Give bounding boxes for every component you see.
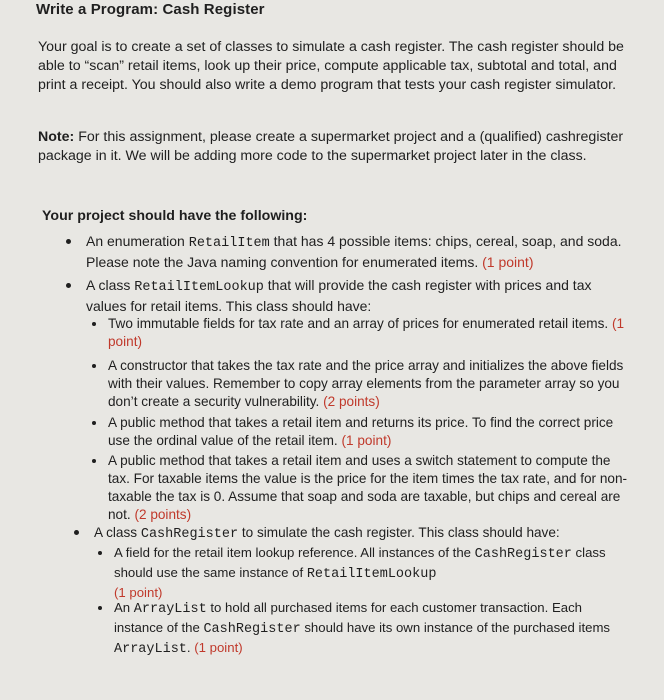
bullet-icon (74, 530, 79, 535)
item-text: A public method that takes a retail item and returns its price. To find the correct price use the ordinal value of the retail item. (108, 415, 614, 448)
sub-list-item (108, 452, 628, 524)
item-text: A class (86, 277, 135, 293)
item-text: A class (94, 525, 141, 540)
note-paragraph (38, 128, 642, 166)
page-title: Write a Program: Cash Register (36, 1, 265, 18)
item-text: to hold all purchased items for each customer transaction. Each instance of the (114, 600, 583, 635)
code-text: ArrayList (133, 602, 207, 617)
points-label: (2 points) (323, 394, 380, 409)
sub-bullet-icon (92, 322, 96, 326)
bullet-icon (66, 239, 71, 244)
item-text: An (114, 600, 134, 615)
sub-list-item (114, 599, 624, 658)
code-text: RetailItemLookup (134, 280, 264, 295)
points-label: (2 points) (134, 507, 192, 522)
sub-list-item (114, 544, 624, 601)
list-item (86, 276, 616, 316)
sub-bullet-icon (92, 364, 96, 368)
points-label: (1 point) (482, 254, 534, 271)
item-text: that has 4 possible items: chips, cereal, soap, and soda. Please note the Java naming convention for enumerated items. (86, 233, 622, 271)
note-text: For this assignment, please create a supermarket project and a (qualified) cashregister package in it. We will be adding more code to the supermarket project later in the class. (38, 129, 624, 164)
code-text: RetailItem (188, 236, 270, 251)
item-text: An enumeration (86, 233, 189, 249)
list-item (86, 232, 626, 272)
points-label: (1 point) (194, 639, 243, 655)
points-label: (1 point) (341, 433, 392, 448)
item-text: . (186, 639, 195, 655)
code-text: RetailItemLookup (306, 566, 437, 582)
intro-paragraph: Your goal is to create a set of classes to simulate a cash register. The cash register should be able to “scan” retail items, look up their price, compute applicable tax, subtotal and total, and print a receipt. You should also write a demo program that tests your cash register simulator. (38, 39, 624, 93)
list-item (94, 524, 614, 544)
note-label: Note: (38, 129, 75, 145)
item-text: should have its own instance of the purchased items (300, 619, 611, 635)
item-text: A field for the retail item lookup reference. All instances of the (114, 545, 475, 560)
sub-bullet-icon (92, 459, 96, 463)
item-text: Two immutable fields for tax rate and an array of prices for enumerated retail items. (108, 316, 612, 331)
item-text: that will provide the cash register with prices and tax values for retail items. This class should have: (86, 277, 592, 315)
item-text: A public method that takes a retail item and uses a switch statement to compute the tax. For taxable items the value is the price for the item times the tax rate, and for non-taxable the tax is 0. Assume that soap and soda are taxable, but chips and cereal are not. (108, 453, 628, 522)
item-text: to simulate the cash register. This class should have: (238, 525, 560, 540)
code-text: CashRegister (474, 547, 572, 562)
sub-list-item (108, 315, 628, 351)
points-label: (1 point) (108, 316, 625, 349)
bullet-icon (66, 283, 71, 288)
item-text: class should use the same instance of (114, 545, 606, 580)
sub-list-item (108, 357, 628, 411)
code-text: ArrayList (114, 641, 187, 657)
points-label: (1 point) (114, 584, 163, 600)
sub-bullet-icon (92, 421, 96, 425)
sub-list-item (108, 414, 628, 450)
code-text: CashRegister (203, 621, 301, 637)
requirements-heading: Your project should have the following: (42, 208, 308, 224)
sub-bullet-icon (98, 606, 102, 610)
item-text: A constructor that takes the tax rate and the price array and initializes the above fields with their values. Remember to copy array elements from the parameter array so you don’t create a security vulnerability. (108, 358, 624, 409)
sub-bullet-icon (98, 551, 102, 555)
code-text: CashRegister (140, 527, 239, 542)
